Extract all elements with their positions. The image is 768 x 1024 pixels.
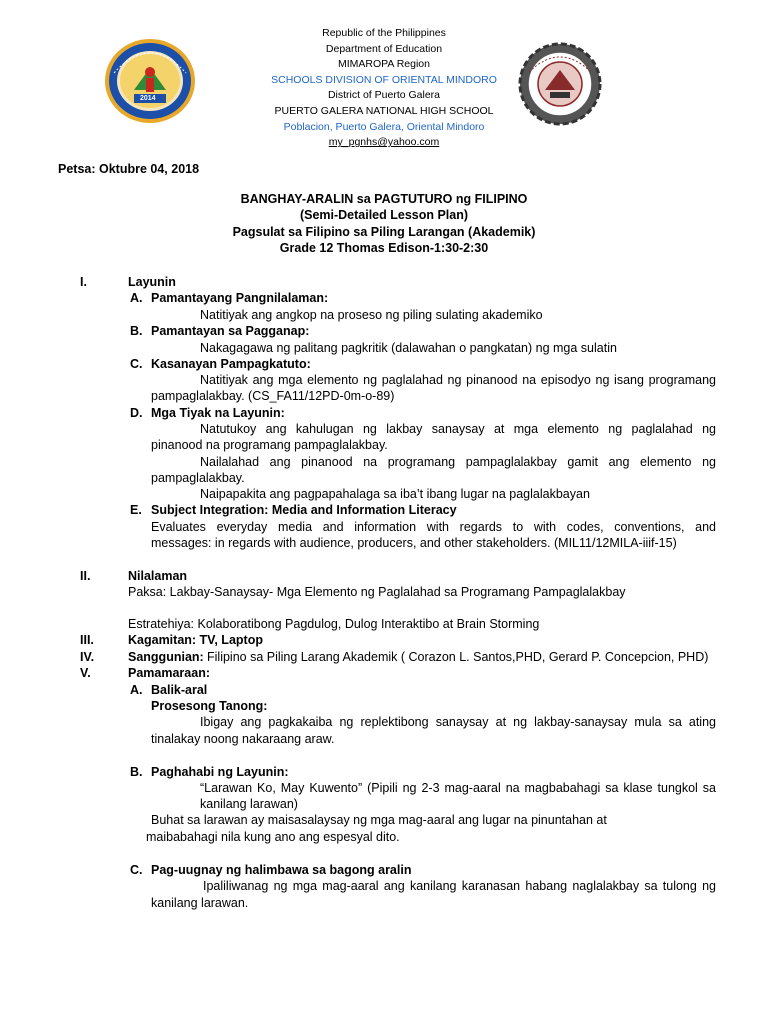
I-B-label: Pamantayan sa Pagganap:: [151, 324, 310, 338]
I-D-objective-3: Naipapakita ang pagpapahalaga sa iba’t ibang lugar na paglalakbayan: [200, 487, 590, 501]
I-D-letter: D.: [130, 406, 143, 420]
section-I-number: I.: [80, 275, 87, 289]
I-B-letter: B.: [130, 324, 143, 338]
section-V-number: V.: [80, 666, 91, 680]
V-A-sublabel: Prosesong Tanong:: [151, 699, 268, 713]
V-B-letter: B.: [130, 765, 143, 779]
section-III-number: III.: [80, 633, 94, 647]
V-A-letter: A.: [130, 683, 143, 697]
header-division: SCHOOLS DIVISION OF ORIENTAL MINDORO: [271, 73, 497, 86]
V-B-text-1: “Larawan Ko, May Kuwento” (Pipili ng 2-3 mag-aaral na magbabahagi sa klase tungkol sa: [200, 781, 716, 795]
header-region: MIMAROPA Region: [337, 58, 430, 71]
V-B-text-2: kanilang larawan): [200, 797, 298, 811]
header-republic: Republic of the Philippines: [322, 27, 446, 39]
section-IV-number: IV.: [80, 650, 95, 664]
I-C-text-1: Natitiyak ang mga elemento ng paglalahad ng pinanood na episodyo ng isang programang: [200, 373, 716, 387]
V-B-label: Paghahabi ng Layunin:: [151, 765, 289, 779]
I-E-text-2: messages: in regards with audience, producers, and other stakeholders. (MIL11/12MILA-iiif-15): [151, 536, 677, 550]
II-paksa: Paksa: Lakbay-Sanaysay- Mga Elemento ng Paglalahad sa Programang Pampaglalakbay: [128, 585, 626, 599]
I-D-objective-2b: pampaglalakbay.: [151, 471, 245, 485]
section-II-label: Nilalaman: [128, 569, 188, 583]
V-A-label: Balik-aral: [151, 683, 208, 697]
header-department: Department of Education: [325, 42, 443, 55]
title-line-4: Grade 12 Thomas Edison-1:30-2:30: [279, 241, 489, 255]
I-D-label: Mga Tiyak na Layunin:: [151, 406, 285, 420]
I-A-letter: A.: [130, 291, 143, 305]
section-IV-label: Sanggunian:: [128, 650, 204, 664]
V-B-text-4: maibabahagi nila kung ano ang espesyal dito.: [146, 830, 400, 844]
I-A-text: Natitiyak ang angkop na proseso ng piling sulating akademiko: [200, 308, 543, 322]
header-address: Poblacion, Puerto Galera, Oriental Mindoro: [283, 120, 485, 133]
I-D-objective-2a: Nailalahad ang pinanood na programang pampaglalakbay gamit ang elemento ng: [200, 455, 716, 469]
V-C-label: Pag-uugnay ng halimbawa sa bagong aralin: [151, 863, 412, 877]
I-B-text: Nakagagawa ng palitang pagkritik (dalawahan o pangkatan) ng mga sulatin: [200, 341, 617, 355]
left-seal-year: 2014: [140, 95, 156, 102]
section-IV-text: Filipino sa Piling Larang Akademik ( Corazon L. Santos,PHD, Gerard P. Concepcion, PHD): [207, 650, 709, 664]
I-A-label: Pamantayang Pangnilalaman:: [151, 291, 329, 305]
I-C-text-2: pampaglalakbay. (CS_FA11/12PD-0m-o-89): [151, 389, 395, 403]
V-C-text-1: Ipaliliwanag ng mga mag-aaral ang kanilang karanasan habang naglalakbay sa tulong ng: [203, 879, 716, 893]
section-III-label: Kagamitan: TV, Laptop: [128, 633, 263, 647]
I-C-letter: C.: [130, 357, 143, 371]
section-V-label: Pamamaraan:: [128, 666, 210, 680]
section-I-label: Layunin: [128, 275, 176, 289]
section-II-number: II.: [80, 569, 91, 583]
title-line-3: Pagsulat sa Filipino sa Piling Larangan (Akademik): [232, 225, 536, 239]
header-district: District of Puerto Galera: [327, 89, 441, 102]
header-school: PUERTO GALERA NATIONAL HIGH SCHOOL: [274, 104, 494, 117]
I-E-label: Subject Integration: Media and Information Literacy: [151, 503, 457, 517]
I-E-letter: E.: [130, 503, 142, 517]
V-C-letter: C.: [130, 863, 143, 877]
I-C-label: Kasanayan Pampagkatuto:: [151, 357, 311, 371]
V-A-text-2: tinalakay noong nakaraang araw.: [151, 732, 335, 746]
II-estratehiya: Estratehiya: Kolaboratibong Pagdulog, Dulog Interaktibo at Brain Storming: [128, 617, 540, 631]
title-line-1: BANGHAY-ARALIN sa PAGTUTURO ng FILIPINO: [240, 192, 528, 206]
I-E-text-1: Evaluates everyday media and information with regards to with codes, conventions, and: [151, 520, 716, 534]
V-B-text-3: Buhat sa larawan ay maisasalaysay ng mga mag-aaral ang lugar na pinuntahan at: [151, 813, 607, 827]
V-A-text-1: Ibigay ang pagkakaiba ng replektibong sanaysay at ng lakbay-sanaysay mula sa ating: [200, 715, 716, 729]
header-email[interactable]: my_pgnhs@yahoo.com: [328, 136, 440, 149]
I-D-objective-1a: Natutukoy ang kahulugan ng lakbay sanaysay at mga elemento ng paglalahad ng: [200, 422, 716, 436]
V-C-text-2: kanilang larawan.: [151, 896, 249, 910]
left-school-seal: [104, 38, 196, 124]
I-D-objective-1b: pinanood na programang pampaglalakbay.: [151, 438, 388, 452]
title-line-2: (Semi-Detailed Lesson Plan): [299, 208, 469, 222]
date-line: Petsa: Oktubre 04, 2018: [58, 162, 200, 176]
